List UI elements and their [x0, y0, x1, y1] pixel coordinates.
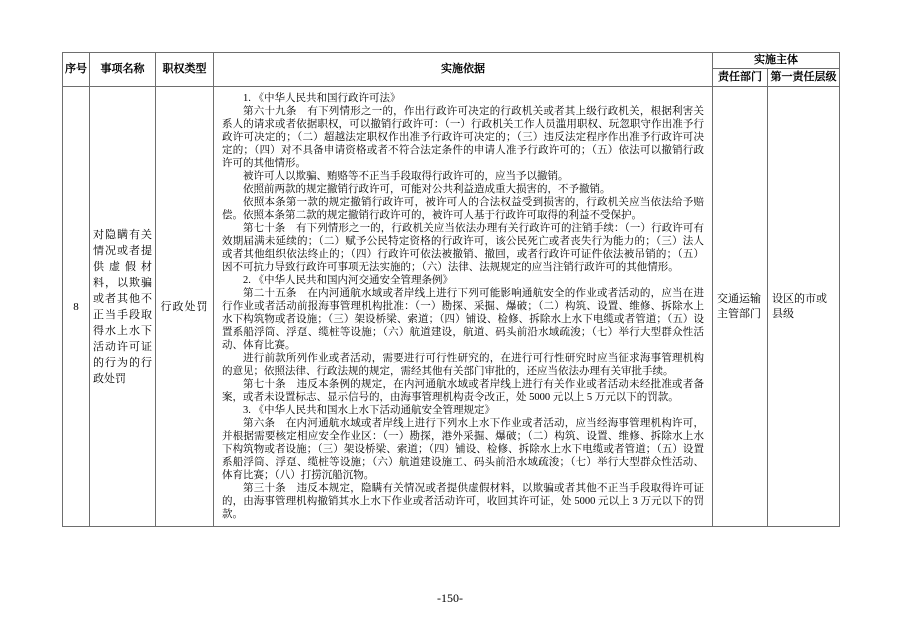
basis-paragraph: 3. 《中华人民共和国水上水下活动通航安全管理规定》	[243, 405, 495, 416]
column-header-seq: 序号	[63, 53, 90, 87]
cell-item-name: 对隐瞒有关情况或者提供虚假材料，以欺骗或者其他不正当手段取得水上水下活动许可证的行为的行政处罚	[90, 87, 156, 527]
basis-paragraph: 依照本条第一款的规定撤销行政许可，被许可人的合法权益受到损害的，行政机关应当依法给予赔偿。依照本条第二款的规定撤销行政许可的，被许可人基于行政许可取得的利益不受保护。	[222, 197, 704, 221]
cell-authority-type: 行政处罚	[156, 87, 214, 527]
basis-paragraph: 被许可人以欺骗、贿赂等不正当手段取得行政许可的，应当予以撤销。	[243, 171, 569, 182]
basis-paragraph: 1. 《中华人民共和国行政许可法》	[243, 93, 401, 104]
basis-paragraph: 第七十条 违反本条例的规定，在内河通航水域或者岸线上进行有关作业或者活动未经批准或者备案，或者未设置标志、显示信号的，由海事管理机构责令改正，处 5000 元以上 5 万元以下的罚款。	[222, 379, 704, 403]
basis-paragraph: 依照前两款的规定撤销行政许可，可能对公共利益造成重大损害的，不予撤销。	[243, 184, 611, 195]
column-header-responsible-dept: 责任部门	[713, 69, 768, 87]
cell-responsible-dept: 交通运输主管部门	[713, 87, 768, 527]
column-header-authority-type: 职权类型	[156, 53, 214, 87]
cell-implementation-basis	[214, 87, 713, 527]
cell-first-responsibility-level: 设区的市或县级	[768, 87, 840, 527]
column-header-implementing-body: 实施主体	[713, 53, 840, 69]
basis-paragraph: 第六十九条 有下列情形之一的，作出行政许可决定的行政机关或者其上级行政机关，根据利害关系人的请求或者依据职权，可以撤销行政许可：（一）行政机关工作人员滥用职权、玩忽职守作出准予行政许可决定的；（二）超越法定职权作出准予行政许可决定的；（三）违反法定程序作出准予行政许可决定的；（四）对不具备申请资格或者不符合法定条件的申请人准予行政许可的；（五）依法可以撤销行政许可的其他情形。	[222, 106, 704, 169]
column-header-first-responsibility-level: 第一责任层级	[768, 69, 840, 87]
cell-seq-number: 8	[63, 87, 90, 527]
page-number: -150-	[437, 591, 463, 605]
basis-paragraph: 第七十条 有下列情形之一的，行政机关应当依法办理有关行政许可的注销手续：（一）行政许可有效期届满未延续的；（二）赋予公民特定资格的行政许可，该公民死亡或者丧失行为能力的；（三）法人或者其他组织依法终止的；（四）行政许可依法被撤销、撤回，或者行政许可证件依法被吊销的；（五）因不可抗力导致行政许可事项无法实施的；（六）法律、法规规定的应当注销行政许可的其他情形。	[222, 223, 704, 273]
column-header-item-name: 事项名称	[90, 53, 156, 87]
basis-paragraph: 第二十五条 在内河通航水域或者岸线上进行下列可能影响通航安全的作业或者活动的，应当在进行作业或者活动前报海事管理机构批准：（一）勘探、采掘、爆破；（二）构筑、设置、维修、拆除水上水下构筑物或者设施；（三）架设桥梁、索道；（四）铺设、检修、拆除水上水下电缆或者管道；（五）设置系船浮筒、浮趸、缆桩等设施；（六）航道建设，航道、码头前沿水域疏浚；（七）举行大型群众性活动、体育比赛。	[222, 288, 704, 351]
basis-paragraph: 第三十条 违反本规定，隐瞒有关情况或者提供虚假材料，以欺骗或者其他不正当手段取得许可证的，由海事管理机构撤销其水上水下作业或者活动许可，收回其许可证，处 5000 元以上 3 万元以下的罚款。	[222, 483, 704, 520]
column-header-basis: 实施依据	[214, 53, 713, 87]
table-row	[63, 87, 840, 527]
basis-paragraph: 进行前款所列作业或者活动，需要进行可行性研究的，在进行可行性研究时应当征求海事管理机构的意见；依照法律、行政法规的规定，需经其他有关部门审批的，还应当依法办理有关审批手续。	[222, 353, 704, 377]
basis-paragraph: 2. 《中华人民共和国内河交通安全管理条例》	[243, 275, 453, 286]
basis-paragraph: 第六条 在内河通航水域或者岸线上进行下列水上水下作业或者活动，应当经海事管理机构许可，并根据需要核定相应安全作业区：（一）勘探，港外采掘、爆破；（二）构筑、设置、维修、拆除水上水下构筑物或者设施；（三）架设桥梁、索道；（四）铺设、检修、拆除水上水下电缆或者管道；（五）设置系船浮筒、浮趸、缆桩等设施；（六）航道建设施工、码头前沿水域疏浚；（七）举行大型群众性活动、体育比赛；（八）打捞沉船沉物。	[222, 418, 704, 481]
authority-matters-table	[62, 52, 840, 527]
